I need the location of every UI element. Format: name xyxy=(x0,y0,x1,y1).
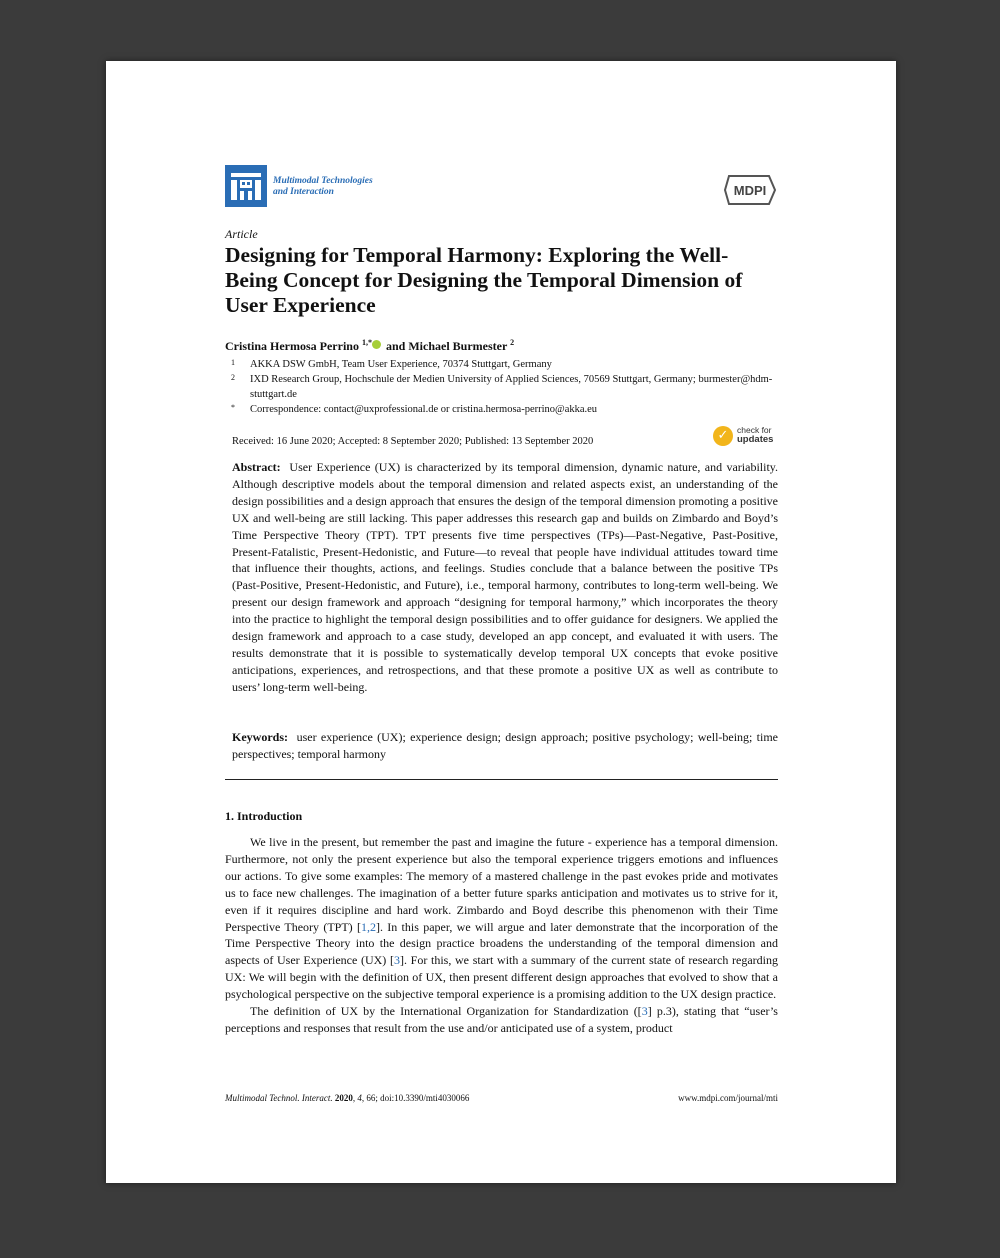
author-list xyxy=(225,338,514,354)
affiliations xyxy=(225,357,778,417)
check-for-updates-badge[interactable] xyxy=(713,425,777,447)
author-2: Michael Burmester xyxy=(408,339,508,353)
paragraph-text: ]. For this, we start with a summary of the current state of research regarding UX: We will begin with the definition of UX, then present different design approaches that evolved to show that a psychological perspective on the subjective temporal experience is a promising addition to the UX design practice. xyxy=(225,953,779,1002)
article-type: Article xyxy=(225,227,258,241)
author-1-affil: 1,* xyxy=(361,338,372,347)
affiliation-item xyxy=(225,357,778,372)
abstract-label: Abstract: xyxy=(232,460,281,474)
footer-doi: , 66; doi:10.3390/mti4030066 xyxy=(361,1093,470,1103)
affiliation-text: IXD Research Group, Hochschule der Medien University of Applied Sciences, 70569 Stuttgart, Germany; burmester@hdm-stuttgart.de xyxy=(250,374,773,400)
affiliation-item xyxy=(225,372,778,402)
affiliation-text: Correspondence: contact@uxprofessional.de or cristina.hermosa-perrino@akka.eu xyxy=(250,404,598,415)
citation-link[interactable]: 3 xyxy=(393,953,400,968)
journal-name xyxy=(273,176,373,198)
paragraph-text: We live in the present, but remember the past and imagine the future - experience has a temporal dimension. Furthermore, not only the present experience but also the temporal experience triggers emotions and influences our actions. To give some examples: The memory of a mastered challenge in the past evokes pride and motivates us to face new challenges. The imagination of a better future sparks anticipation and motivates us to strive for it, even if it requires discipline and hard work. Zimbardo and Boyd describe this phenomenon with their Time Perspective Theory (TPT) [ xyxy=(225,835,778,934)
paragraph-text: ] p.3), stating that “user’s perceptions and responses that result from the use and/or anticipated use of a system, product xyxy=(225,1004,778,1035)
keywords-label: Keywords: xyxy=(232,730,288,744)
affiliation-mark: 2 xyxy=(231,373,235,382)
publication-dates: Received: 16 June 2020; Accepted: 8 September 2020; Published: 13 September 2020 xyxy=(232,436,594,447)
paper-page xyxy=(106,61,896,1183)
keywords xyxy=(232,729,778,763)
footer-journal: Multimodal Technol. Interact. xyxy=(225,1093,333,1103)
section-heading: 1. Introduction xyxy=(225,809,303,823)
check-updates-line2: updates xyxy=(737,434,774,445)
footer-url[interactable]: www.mdpi.com/journal/mti xyxy=(678,1093,778,1103)
citation-link[interactable]: 3 xyxy=(641,1004,648,1019)
paragraph xyxy=(225,834,778,1003)
affiliation-item xyxy=(225,402,778,417)
author-connector: and xyxy=(385,339,406,353)
divider xyxy=(225,779,778,780)
journal-name-line2: and Interaction xyxy=(273,187,334,197)
footer-volume: 4 xyxy=(357,1093,362,1103)
mdpi-logo xyxy=(723,173,777,207)
publisher-name: MDPI xyxy=(733,183,767,198)
affiliation-text: AKKA DSW GmbH, Team User Experience, 70374 Stuttgart, Germany xyxy=(250,359,552,370)
paragraph xyxy=(225,1003,778,1037)
affiliation-mark: * xyxy=(231,403,235,412)
author-1: Cristina Hermosa Perrino xyxy=(225,339,359,353)
paragraph-text: The definition of UX by the International Organization for Standardization ([ xyxy=(250,1004,642,1019)
journal-name-line1: Multimodal Technologies xyxy=(273,176,373,186)
check-updates-line1: check for xyxy=(737,425,772,435)
keywords-text: user experience (UX); experience design; design approach; positive psychology; well-being; time perspectives; temporal harmony xyxy=(232,730,779,761)
abstract-text: User Experience (UX) is characterized by its temporal dimension, dynamic nature, and variability. Although descriptive models about the temporal dimension and related aspects exist, an understanding of the design possibilities and a design approach that ensures the design of the temporal dimension promoting a positive UX and well-being are still lacking. This paper addresses this research gap and builds on Zimbardo and Boyd’s Time Perspective Theory (TPT). TPT presents five time perspectives (TPs)—Past-Negative, Past-Positive, Present-Fatalistic, Present-Hedonistic, and Future—to reveal that people have individual attitudes toward time that influence their thoughts, actions, and feelings. Studies conclude that a balance between the positive TPs (Past-Positive, Present-Hedonistic, and Future), i.e., temporal harmony, contributes to long-term well-being. We present our design framework and approach “designing for temporal harmony,” which incorporates the theory into the practice to highlight the temporal design possibilities and to offer guidance for designers. We applied the design framework and approach to a case study, developed an app concept, and evaluated it with users. The results demonstrate that it is possible to systematically develop temporal UX concepts that evoke positive anticipations, experiences, and retrospections, and that these promote a positive UX as well as contribute to users’ long-term well-being. xyxy=(232,460,778,694)
footer-citation: Multimodal Technol. Interact. 2020, 4, 66; doi:10.3390/mti4030066 xyxy=(225,1093,470,1103)
citation-link[interactable]: 1,2 xyxy=(360,919,376,934)
paragraph-text: ]. In this paper, we will argue and later demonstrate that the incorporation of the Time Perspective Theory into the design practice broadens the understanding of the temporal dimension and aspects of User Experience (UX) [ xyxy=(225,919,778,968)
abstract xyxy=(232,459,778,696)
journal-logo xyxy=(225,165,267,207)
checkmark-icon: ✓ xyxy=(713,426,733,446)
paper-title: Designing for Temporal Harmony: Exploring the Well-Being Concept for Designing the Temporal Dimension of User Experience xyxy=(225,243,743,317)
affiliation-mark: 1 xyxy=(231,358,235,367)
orcid-icon[interactable] xyxy=(372,340,381,349)
body-text xyxy=(225,834,778,1037)
footer-year: 2020 xyxy=(334,1093,353,1103)
author-2-affil: 2 xyxy=(510,338,515,347)
